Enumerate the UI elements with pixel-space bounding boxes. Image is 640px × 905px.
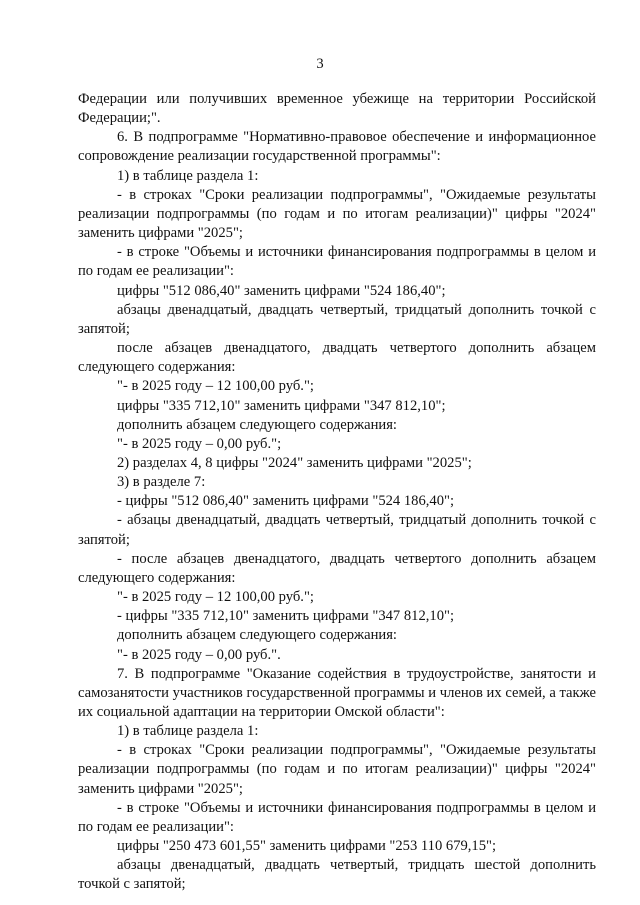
paragraph: "- в 2025 году – 0,00 руб."; [117,435,282,452]
paragraph: 6. В подпрограмме "Нормативно-правовое обеспечение и информационное сопровождение реализации государственной программы": [78,129,596,165]
paragraph: - в строке "Объемы и источники финансирования подпрограммы в целом и по годам ее реализации": [78,244,596,280]
paragraph: 1) в таблице раздела 1: [117,723,259,740]
paragraph: "- в 2025 году – 0,00 руб.". [117,646,281,663]
paragraph: - в строках "Сроки реализации подпрограммы", "Ожидаемые результаты реализации подпрограммы (по годам и по итогам реализации)" цифры "2024" заменить цифрами "2025"; [78,186,596,242]
paragraph: абзацы двенадцатый, двадцать четвертый, тридцать шестой дополнить точкой с запятой; [78,857,596,893]
paragraph: Федерации или получивших временное убежище на территории Российской Федерации;". [78,91,596,127]
paragraph: цифры "250 473 601,55" заменить цифрами "253 110 679,15"; [117,838,497,855]
paragraph: после абзацев двенадцатого, двадцать четвертого дополнить абзацем следующего содержания: [78,340,596,376]
paragraph: 2) разделах 4, 8 цифры "2024" заменить цифрами "2025"; [117,454,472,471]
paragraph: - в строках "Сроки реализации подпрограммы", "Ожидаемые результаты реализации подпрограммы (по годам и по итогам реализации)" цифры "2024" заменить цифрами "2025"; [78,742,596,797]
paragraph: 7. В подпрограмме "Оказание содействия в трудоустройстве, занятости и самозанятости участников государственной программы и членов их семей, а также их социальной адаптации на территории Омской области": [78,665,596,720]
paragraph: дополнить абзацем следующего содержания: [117,627,397,644]
paragraph: 1) в таблице раздела 1: [117,167,259,184]
paragraph: - после абзацев двенадцатого, двадцать четвертого дополнить абзацем следующего содержания: [78,550,596,586]
paragraph: - цифры "335 712,10" заменить цифрами "347 812,10"; [117,608,455,625]
paragraph: "- в 2025 году – 12 100,00 руб."; [117,589,314,606]
document-body [78,90,596,895]
page-number: 3 [316,56,324,72]
paragraph: дополнить абзацем следующего содержания: [117,416,397,433]
paragraph: - в строке "Объемы и источники финансирования подпрограммы в целом и по годам ее реализации": [78,799,596,835]
paragraph: абзацы двенадцатый, двадцать четвертый, тридцатый дополнить точкой с запятой; [78,301,596,337]
paragraph: цифры "512 086,40" заменить цифрами "524 186,40"; [117,282,446,299]
paragraph: - цифры "512 086,40" заменить цифрами "524 186,40"; [117,493,455,510]
paragraph: цифры "335 712,10" заменить цифрами "347 812,10"; [117,397,446,414]
paragraph: "- в 2025 году – 12 100,00 руб."; [117,378,314,395]
paragraph: 3) в разделе 7: [117,474,206,491]
paragraph: - абзацы двенадцатый, двадцать четвертый, тридцатый дополнить точкой с запятой; [78,512,596,548]
